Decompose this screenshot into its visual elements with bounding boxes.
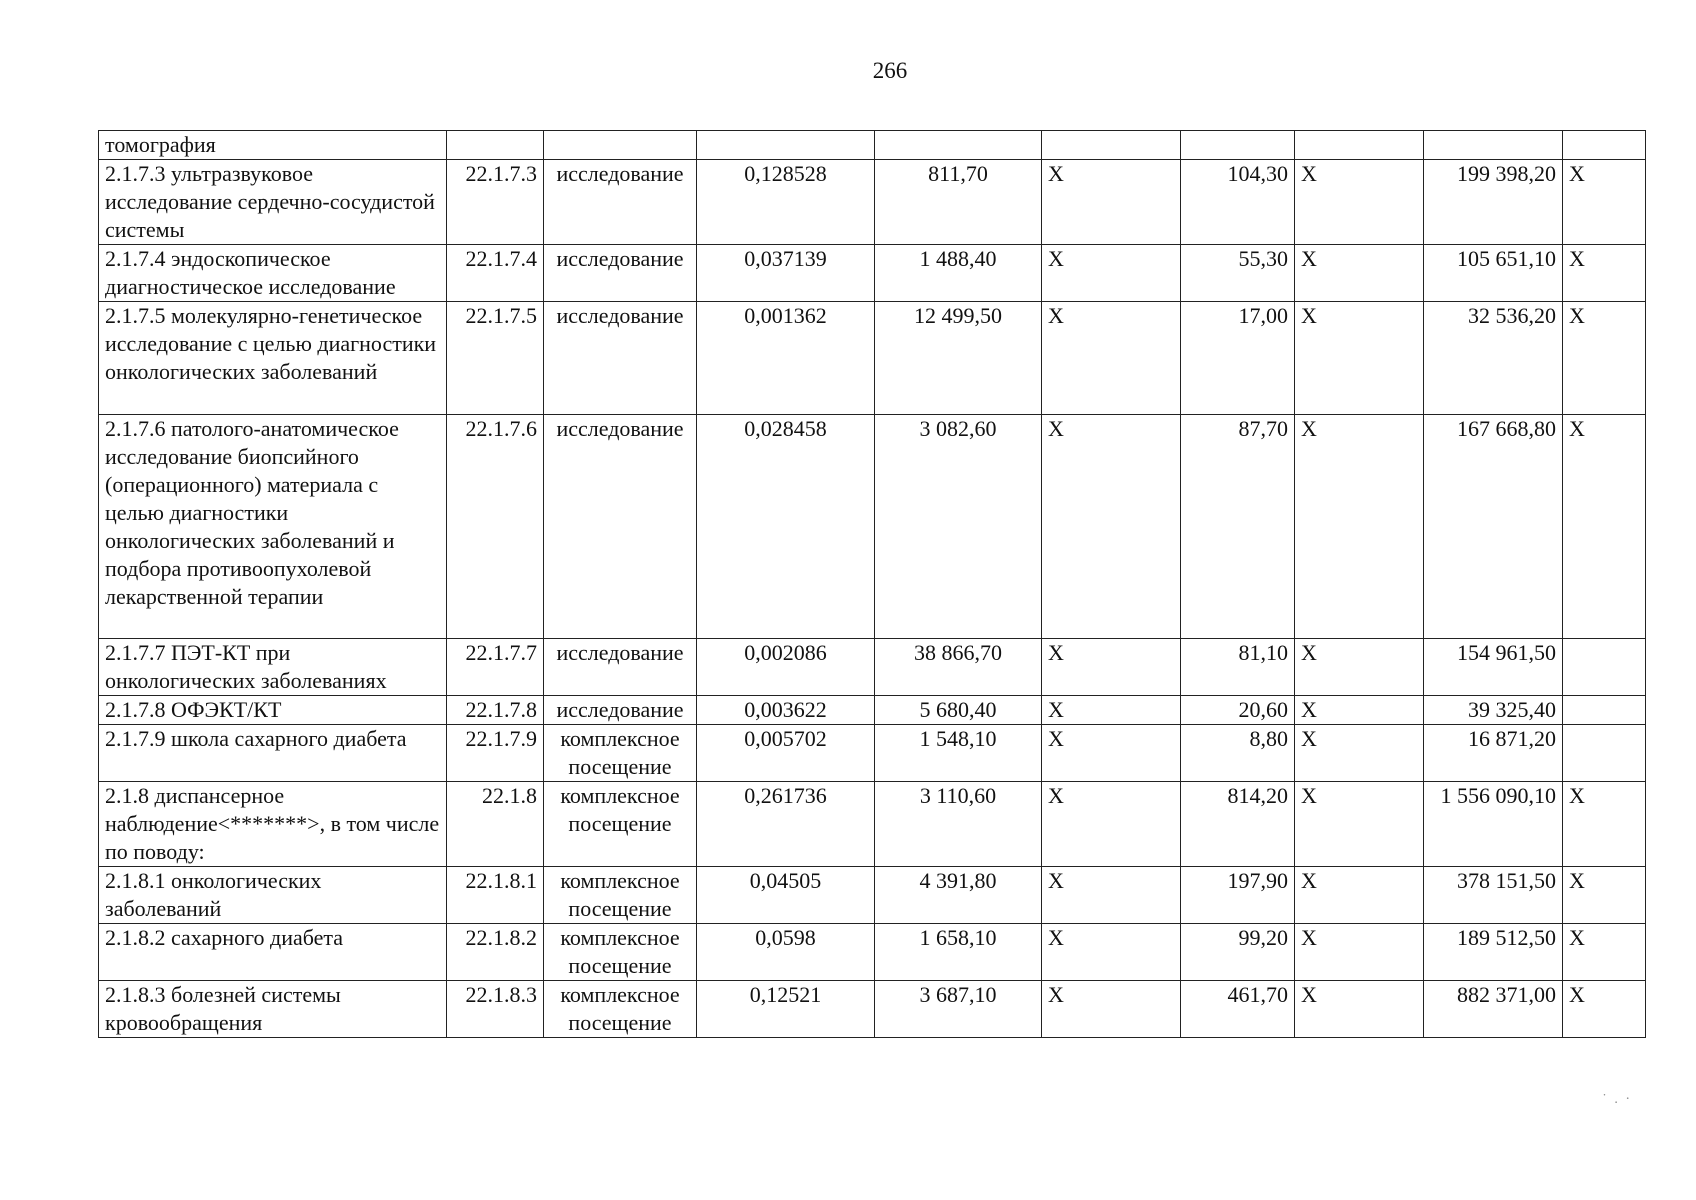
cell-cost: 811,70 <box>875 160 1042 245</box>
cell-x: X <box>1563 415 1646 639</box>
cell-rate: 0,128528 <box>697 160 875 245</box>
cell-per-capita: 20,60 <box>1181 696 1295 725</box>
cell-x: X <box>1042 302 1181 415</box>
cell-code <box>447 131 544 160</box>
cell-total: 189 512,50 <box>1424 924 1563 981</box>
cell-x: X <box>1295 981 1424 1038</box>
cell-code: 22.1.7.3 <box>447 160 544 245</box>
cell-unit: комплексное посещение <box>544 867 697 924</box>
cell-cost: 3 110,60 <box>875 782 1042 867</box>
cell-x: X <box>1563 924 1646 981</box>
cell-rate: 0,04505 <box>697 867 875 924</box>
cell-code: 22.1.7.8 <box>447 696 544 725</box>
cell-rate <box>697 131 875 160</box>
cell-code: 22.1.8.1 <box>447 867 544 924</box>
cell-rate: 0,028458 <box>697 415 875 639</box>
cell-unit: комплексное посещение <box>544 725 697 782</box>
table-row <box>99 160 1646 245</box>
cell-x <box>1295 131 1424 160</box>
medical-tariff-table <box>98 130 1646 1038</box>
table-row <box>99 131 1646 160</box>
cell-rate: 0,005702 <box>697 725 875 782</box>
cell-x: X <box>1295 867 1424 924</box>
cell-total: 39 325,40 <box>1424 696 1563 725</box>
cell-per-capita: 197,90 <box>1181 867 1295 924</box>
cell-x: X <box>1042 415 1181 639</box>
cell-cost <box>875 131 1042 160</box>
cell-x: X <box>1295 782 1424 867</box>
cell-x <box>1563 131 1646 160</box>
cell-cost: 1 658,10 <box>875 924 1042 981</box>
cell-service-name: 2.1.7.6 патолого-анатомическое исследование биопсийного (операционного) материала с целью диагностики онкологических заболеваний и подбора противоопухолевой лекарственной терапии <box>99 415 447 639</box>
table-row <box>99 245 1646 302</box>
cell-x: X <box>1295 725 1424 782</box>
cell-x: X <box>1295 245 1424 302</box>
cell-unit: исследование <box>544 639 697 696</box>
cell-service-name: 2.1.7.8 ОФЭКТ/КТ <box>99 696 447 725</box>
cell-x: X <box>1563 981 1646 1038</box>
cell-per-capita: 55,30 <box>1181 245 1295 302</box>
cell-per-capita: 99,20 <box>1181 924 1295 981</box>
cell-service-name: 2.1.8 диспансерное наблюдение<*******>, в том числе по поводу: <box>99 782 447 867</box>
table-row <box>99 696 1646 725</box>
cell-service-name: 2.1.7.9 школа сахарного диабета <box>99 725 447 782</box>
cell-service-name: 2.1.7.4 эндоскопическое диагностическое исследование <box>99 245 447 302</box>
cell-rate: 0,0598 <box>697 924 875 981</box>
cell-code: 22.1.7.7 <box>447 639 544 696</box>
cell-x: X <box>1295 160 1424 245</box>
cell-code: 22.1.7.9 <box>447 725 544 782</box>
cell-unit: комплексное посещение <box>544 924 697 981</box>
cell-cost: 3 687,10 <box>875 981 1042 1038</box>
cell-total: 105 651,10 <box>1424 245 1563 302</box>
table-row <box>99 415 1646 639</box>
cell-x: X <box>1563 245 1646 302</box>
table-row <box>99 981 1646 1038</box>
cell-cost: 3 082,60 <box>875 415 1042 639</box>
cell-unit: исследование <box>544 245 697 302</box>
table-row <box>99 924 1646 981</box>
cell-rate: 0,037139 <box>697 245 875 302</box>
cell-total: 378 151,50 <box>1424 867 1563 924</box>
cell-x: X <box>1563 867 1646 924</box>
cell-x: X <box>1042 160 1181 245</box>
cell-x: X <box>1295 639 1424 696</box>
cell-x: X <box>1042 981 1181 1038</box>
cell-x: X <box>1042 924 1181 981</box>
cell-total: 1 556 090,10 <box>1424 782 1563 867</box>
cell-x: X <box>1042 725 1181 782</box>
cell-service-name: 2.1.8.2 сахарного диабета <box>99 924 447 981</box>
scan-speck: ˙ . · <box>1602 1092 1632 1107</box>
cell-service-name: 2.1.7.3 ультразвуковое исследование сердечно-сосудистой системы <box>99 160 447 245</box>
cell-x: X <box>1295 302 1424 415</box>
cell-x: X <box>1042 782 1181 867</box>
cell-total: 882 371,00 <box>1424 981 1563 1038</box>
cell-x: X <box>1563 160 1646 245</box>
cell-rate: 0,12521 <box>697 981 875 1038</box>
cell-x <box>1563 696 1646 725</box>
cell-code: 22.1.8.3 <box>447 981 544 1038</box>
cell-x: X <box>1295 696 1424 725</box>
cell-per-capita: 8,80 <box>1181 725 1295 782</box>
cell-service-name: 2.1.7.5 молекулярно-генетическое исследование с целью диагностики онкологических заболеваний <box>99 302 447 415</box>
cell-total: 16 871,20 <box>1424 725 1563 782</box>
cell-cost: 1 548,10 <box>875 725 1042 782</box>
cell-per-capita: 104,30 <box>1181 160 1295 245</box>
cell-per-capita: 814,20 <box>1181 782 1295 867</box>
cell-per-capita: 461,70 <box>1181 981 1295 1038</box>
cell-cost: 5 680,40 <box>875 696 1042 725</box>
table-row <box>99 867 1646 924</box>
cell-total <box>1424 131 1563 160</box>
cell-rate: 0,003622 <box>697 696 875 725</box>
cell-code: 22.1.7.5 <box>447 302 544 415</box>
cell-code: 22.1.7.4 <box>447 245 544 302</box>
cell-unit: комплексное посещение <box>544 782 697 867</box>
cell-rate: 0,261736 <box>697 782 875 867</box>
cell-code: 22.1.8 <box>447 782 544 867</box>
cell-total: 167 668,80 <box>1424 415 1563 639</box>
cell-service-name: 2.1.8.1 онкологических заболеваний <box>99 867 447 924</box>
cell-total: 32 536,20 <box>1424 302 1563 415</box>
cell-rate: 0,002086 <box>697 639 875 696</box>
cell-x <box>1563 639 1646 696</box>
table-row <box>99 725 1646 782</box>
cell-service-name: томография <box>99 131 447 160</box>
cell-unit: исследование <box>544 160 697 245</box>
cell-x <box>1563 725 1646 782</box>
cell-code: 22.1.8.2 <box>447 924 544 981</box>
cell-cost: 1 488,40 <box>875 245 1042 302</box>
table-row <box>99 639 1646 696</box>
cell-per-capita <box>1181 131 1295 160</box>
cell-per-capita: 17,00 <box>1181 302 1295 415</box>
cell-service-name: 2.1.7.7 ПЭТ-КТ при онкологических заболеваниях <box>99 639 447 696</box>
cell-x: X <box>1295 415 1424 639</box>
cell-per-capita: 81,10 <box>1181 639 1295 696</box>
cell-unit: исследование <box>544 415 697 639</box>
cell-cost: 38 866,70 <box>875 639 1042 696</box>
cell-unit: комплексное посещение <box>544 981 697 1038</box>
cell-x: X <box>1042 639 1181 696</box>
cell-service-name: 2.1.8.3 болезней системы кровообращения <box>99 981 447 1038</box>
cell-per-capita: 87,70 <box>1181 415 1295 639</box>
cell-cost: 12 499,50 <box>875 302 1042 415</box>
cell-total: 154 961,50 <box>1424 639 1563 696</box>
cell-code: 22.1.7.6 <box>447 415 544 639</box>
cell-x: X <box>1042 867 1181 924</box>
cell-total: 199 398,20 <box>1424 160 1563 245</box>
cell-rate: 0,001362 <box>697 302 875 415</box>
cell-x: X <box>1295 924 1424 981</box>
cell-cost: 4 391,80 <box>875 867 1042 924</box>
cell-unit: исследование <box>544 696 697 725</box>
table-row <box>99 302 1646 415</box>
page-number: 266 <box>872 58 908 83</box>
cell-unit <box>544 131 697 160</box>
cell-x: X <box>1563 782 1646 867</box>
cell-x: X <box>1042 245 1181 302</box>
cell-unit: исследование <box>544 302 697 415</box>
cell-x: X <box>1563 302 1646 415</box>
cell-x: X <box>1042 696 1181 725</box>
cell-x <box>1042 131 1181 160</box>
table-row <box>99 782 1646 867</box>
